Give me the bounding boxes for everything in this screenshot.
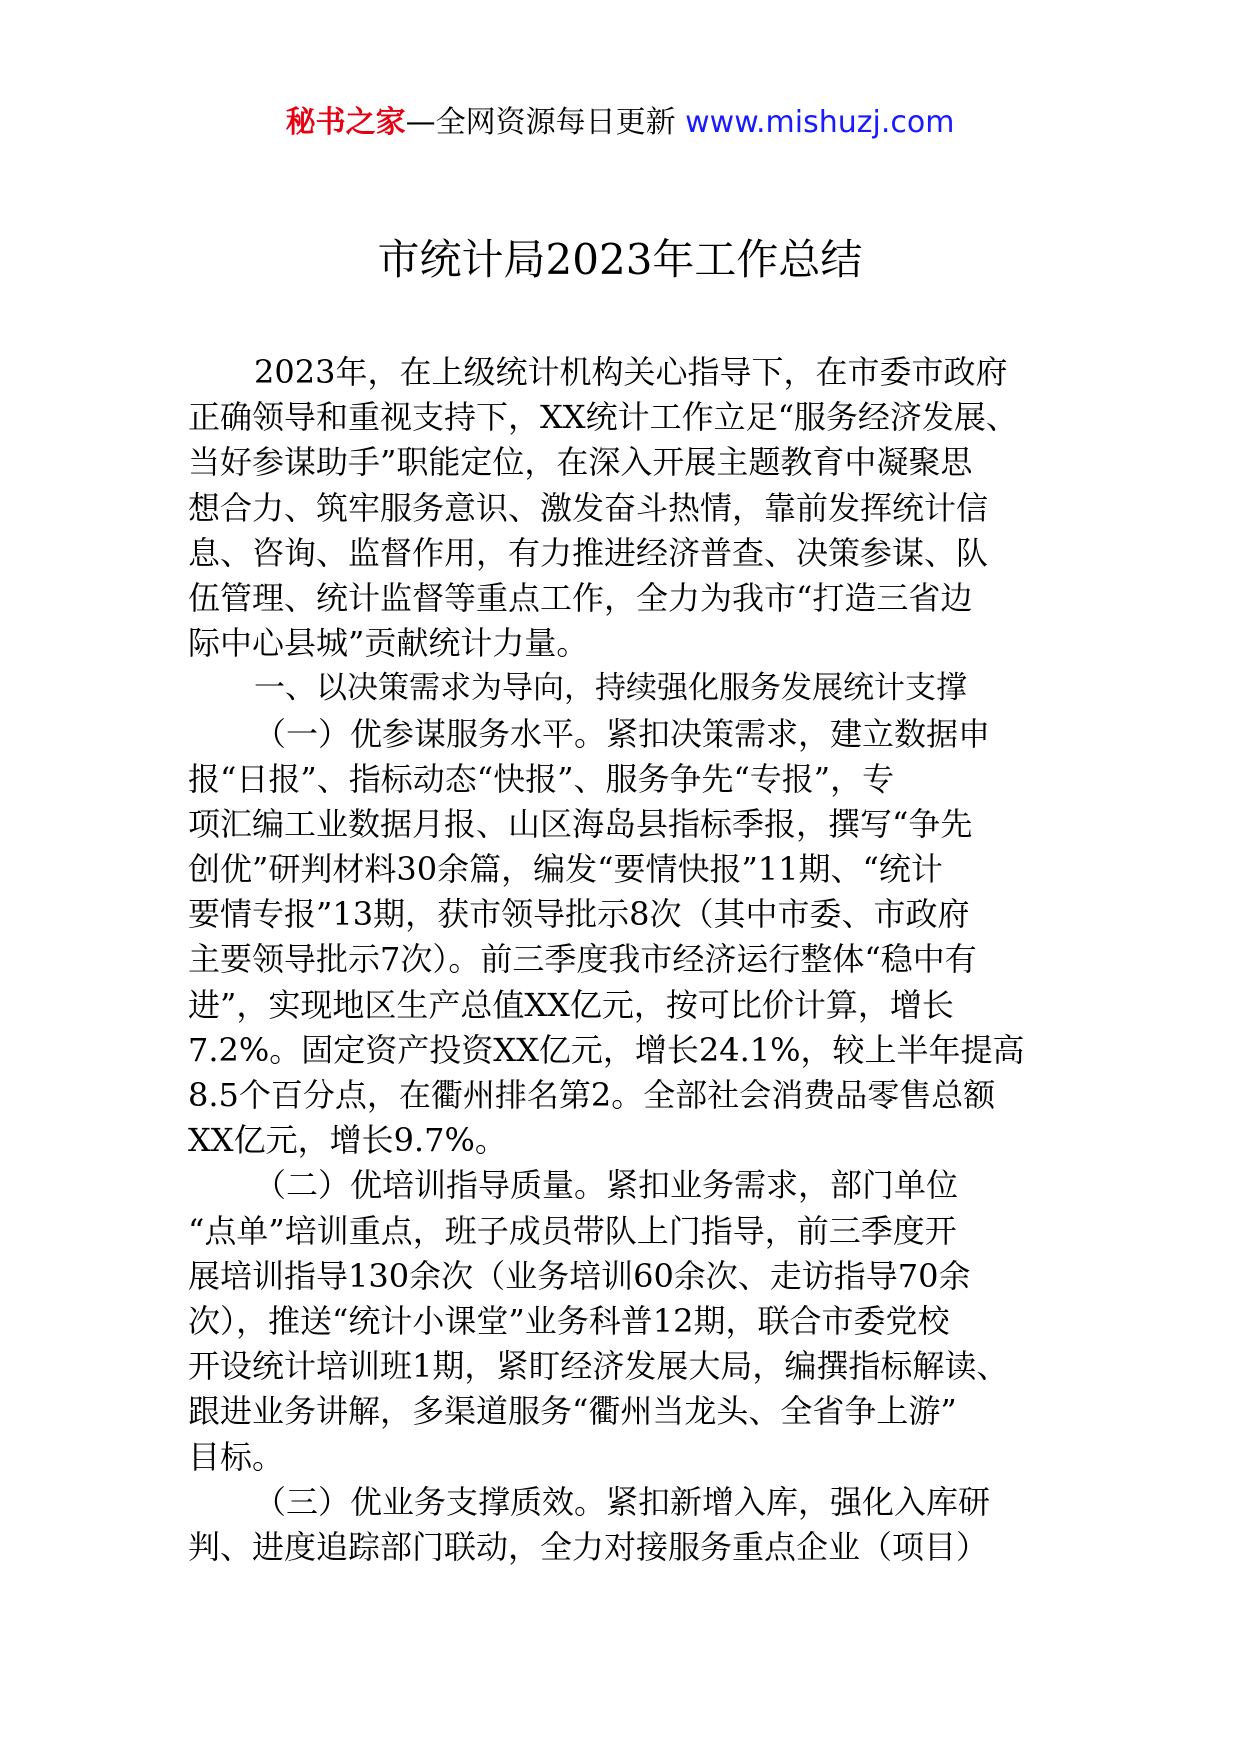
site-header: [0, 103, 1240, 143]
text-line: 伍管理、统计监督等重点工作，全力为我市“打造三省边: [188, 578, 973, 617]
brand-name: 秘书之家: [285, 105, 406, 140]
text-line: XX亿元，增长9.7%。: [188, 1121, 507, 1160]
text-line: 次），推送“统计小课堂”业务科普12期，联合市委党校: [188, 1301, 950, 1340]
document-title: 市统计局2023年工作总结: [377, 235, 863, 284]
text-line: 跟进业务讲解，多渠道服务“衢州当龙头、全省争上游”: [188, 1392, 957, 1431]
text-line: 开设统计培训班1期，紧盯经济发展大局，编撰指标解读、: [188, 1347, 1009, 1386]
text-line: 进”，实现地区生产总值XX亿元，按可比价计算，增长: [188, 985, 954, 1024]
text-line: 8.5个百分点，在衢州排名第2。全部社会消费品零售总额: [188, 1076, 996, 1114]
header-slogan: —全网资源每日更新: [405, 105, 676, 140]
section-heading: 一、以决策需求为导向，持续强化服务发展统计支撑: [254, 670, 967, 707]
text-line: 主要领导批示7次）。前三季度我市经济运行整体“稳中有: [188, 940, 977, 979]
text-line: 想合力、筑牢服务意识、激发奋斗热情，靠前发挥统计信: [188, 488, 989, 527]
text-line: “点单”培训重点，班子成员带队上门指导，前三季度开: [188, 1211, 957, 1250]
text-line: 际中心县城”贡献统计力量。: [188, 624, 589, 663]
text-line: 正确领导和重视支持下，XX统计工作立足“服务经济发展、: [188, 398, 1018, 437]
text-line: （三）优业务支撑质效。紧扣新增入库，强化入库研: [254, 1482, 991, 1521]
text-line: 目标。: [188, 1437, 285, 1476]
text-line: （二）优培训指导质量。紧扣业务需求，部门单位: [254, 1166, 959, 1205]
text-line: 判、进度追踪部门联动，全力对接服务重点企业（项目）: [188, 1527, 989, 1566]
text-line: 2023年，在上级统计机构关心指导下，在市委市政府: [254, 353, 1008, 391]
text-line: 项汇编工业数据月报、山区海岛县指标季报，撰写“争先: [188, 804, 973, 843]
text-line: 息、咨询、监督作用，有力推进经济普查、决策参谋、队: [188, 533, 989, 572]
header-url-link[interactable]: www.mishuzj.com: [685, 105, 955, 140]
text-line: 报“日报”、指标动态“快报”、服务争先“专报”，专: [188, 759, 895, 798]
document-body: [188, 350, 1058, 1570]
text-line: （一）优参谋服务水平。紧扣决策需求，建立数据申: [254, 714, 991, 753]
text-line: 7.2%。固定资产投资XX亿元，增长24.1%，较上半年提高: [188, 1030, 1025, 1069]
text-line: 创优”研判材料30余篇，编发“要情快报”11期、“统计: [188, 850, 943, 889]
text-line: 要情专报”13期，获市领导批示8次（其中市委、市政府: [188, 895, 970, 934]
text-line: 展培训指导130余次（业务培训60余次、走访指导70余: [188, 1256, 971, 1295]
text-line: 当好参谋助手”职能定位，在深入开展主题教育中凝聚思: [188, 443, 973, 482]
